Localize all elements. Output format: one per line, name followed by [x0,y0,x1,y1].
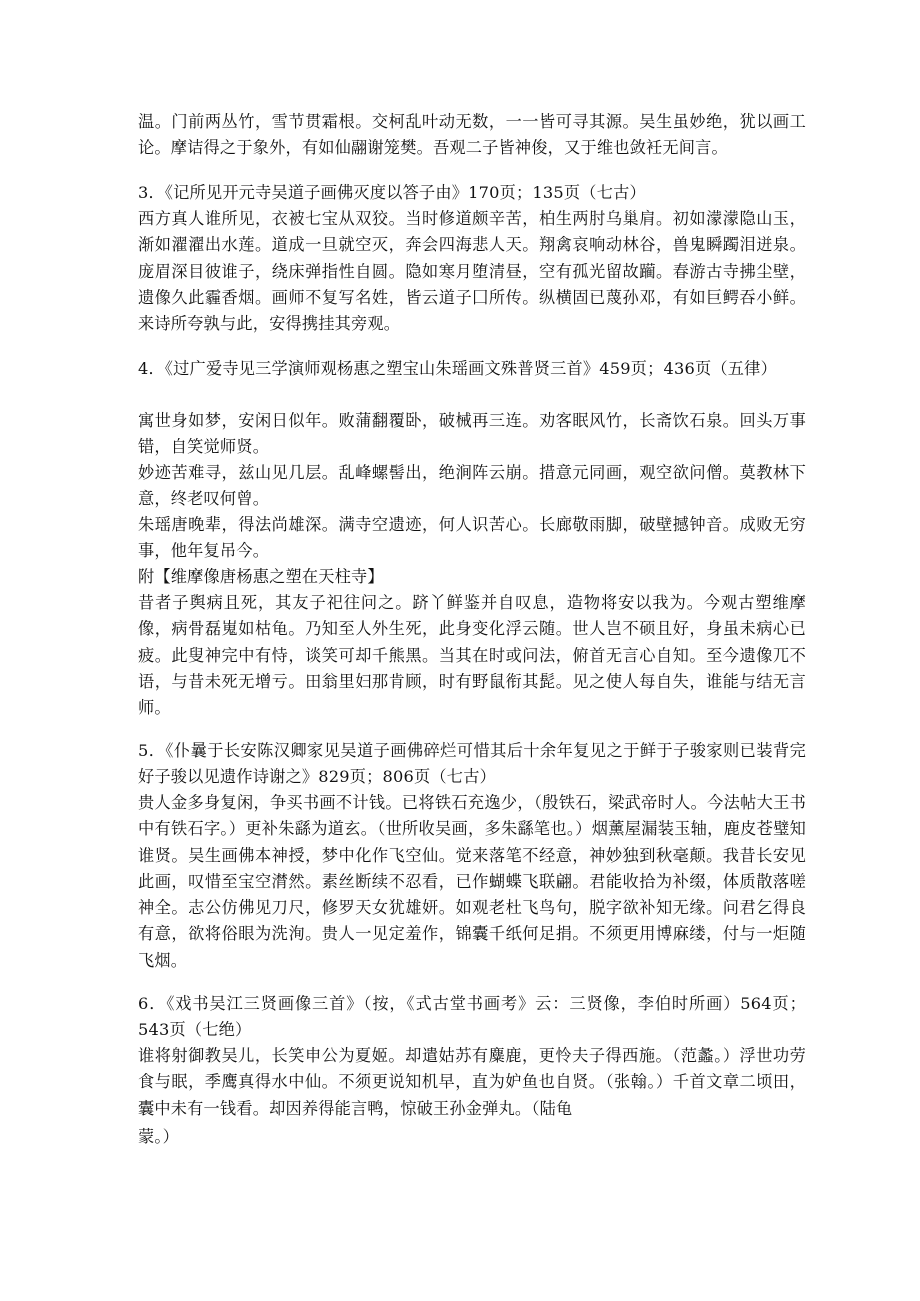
paragraph-continuation: 温。门前两丛竹，雪节贯霜根。交柯乱叶动无数，一一皆可寻其源。吴生虽妙绝，犹以画工论。摩诘得之于象外，有如仙翮谢笼樊。吾观二子皆神俊，又于维也敛衽无间言。 [138,112,806,158]
poem-text-5: 贵人金多身复闲，争买书画不计钱。已将铁石充逸少，（殷铁石，梁武帝时人。今法帖大王书中有铁石字。）更补朱繇为道玄。（世所收吴画，多朱繇笔也。）烟薰屋漏装玉轴，鹿皮苍璧知谁贤。吴生画佛本神授，梦中化作飞空仙。觉来落笔不经意，神妙独到秋毫颠。我昔长安见此画，叹惜至宝空潸然。素丝断续不忍看，已作蝴蝶飞联翩。君能收拾为补缀，体质散落嗟神全。志公仿佛见刀尺，修罗天女犹雄妍。如观老杜飞鸟句，脱字欲补知无缘。问君乞得良有意，欲将俗眼为洗洵。贵人一见定羞作，锦囊千纸何足捐。不须更用博麻缕，付与一炬随飞烟。 [138,793,806,970]
heading-item-5: 5．《仆曩于长安陈汉卿家见吴道子画佛碎烂可惜其后十余年复见之于鲜于子骏家则已装背完好子骏以见遗作诗谢之》829页；806页（七古） [138,741,806,787]
poem-text-4-second: 妙迹苦难寻，兹山见几层。乱峰螺髻出，绝涧阵云崩。措意元同画，观空欲问僧。莫教林下意，终老叹何曾。 [138,463,806,509]
heading-item-6: 6．《戏书吴江三贤画像三首》（按，《式古堂书画考》云：三贤像，李伯时所画）564页；543页（七绝） [138,994,806,1040]
poem-text-6: 谁将射御教吴儿，长笑申公为夏姬。却遣姑苏有麋鹿，更怜夫子得西施。（范蠡。）浮世功劳食与眠，季鹰真得水中仙。不须更说知机早，直为妒鱼也自贤。（张翰。）千首文章二顷田，囊中未有一钱看。却因养得能言鸭，惊破王孙金弹丸。（陆龟 [138,1046,806,1118]
poem-text-6-end: 蒙。） [138,1127,180,1146]
appendix-title: 附【维摩像唐杨惠之塑在天柱寺】 [138,567,384,586]
poem-text-appendix: 昔者子舆病且死，其友子祀往问之。跻丫鲜鉴并自叹息，造物将安以我为。今观古塑维摩像，病骨磊嵬如枯龟。乃知至人外生死，此身变化浮云随。世人岂不硕且好，身虽未病心已疲。此叟神完中有恃，谈笑可却千熊黑。当其在时或问法，俯首无言心自知。至今遗像兀不语，与昔未死无增亏。田翁里妇那肯顾，时有野鼠衔其髭。见之使人每自失，谁能与结无言师。 [138,593,806,718]
poem-text-4-third: 朱瑶唐晚辈，得法尚雄深。满寺空遗迹，何人识苦心。长廊敬雨脚，破壁撼钟音。成败无穷事，他年复吊今。 [138,515,806,561]
heading-item-4: 4．《过广爱寺见三学演师观杨惠之塑宝山朱瑶画文殊普贤三首》459页；436页（五律） [138,359,777,378]
poem-text-3: 西方真人谁所见，衣被七宝从双狡。当时修道颇辛苦，柏生两肘乌巢肩。初如濛濛隐山玉，渐如濯濯出水莲。道成一旦就空灭，奔会四海悲人天。翔禽哀响动林谷，兽鬼瞬躅泪迸泉。庞眉深目彼谁子，绕床弹指性自圆。隐如寒月堕清昼，空有孤光留故躏。春游古寺拂尘壁，遗像久此霾香烟。画师不复写名姓，皆云道子囗所传。纵横固已蔑孙邓，有如巨鳄吞小鲜。来诗所夸孰与此，安得携挂其旁观。 [138,209,806,334]
heading-item-3: 3．《记所见开元寺吴道子画佛灭度以答子由》170页；135页（七古） [138,183,646,202]
poem-text-4-first: 寓世身如梦，安闲日似年。败蒲翻覆卧，破械再三连。劝客眠风竹，长斋饮石泉。回头万事错，自笑觉师贤。 [138,411,806,457]
